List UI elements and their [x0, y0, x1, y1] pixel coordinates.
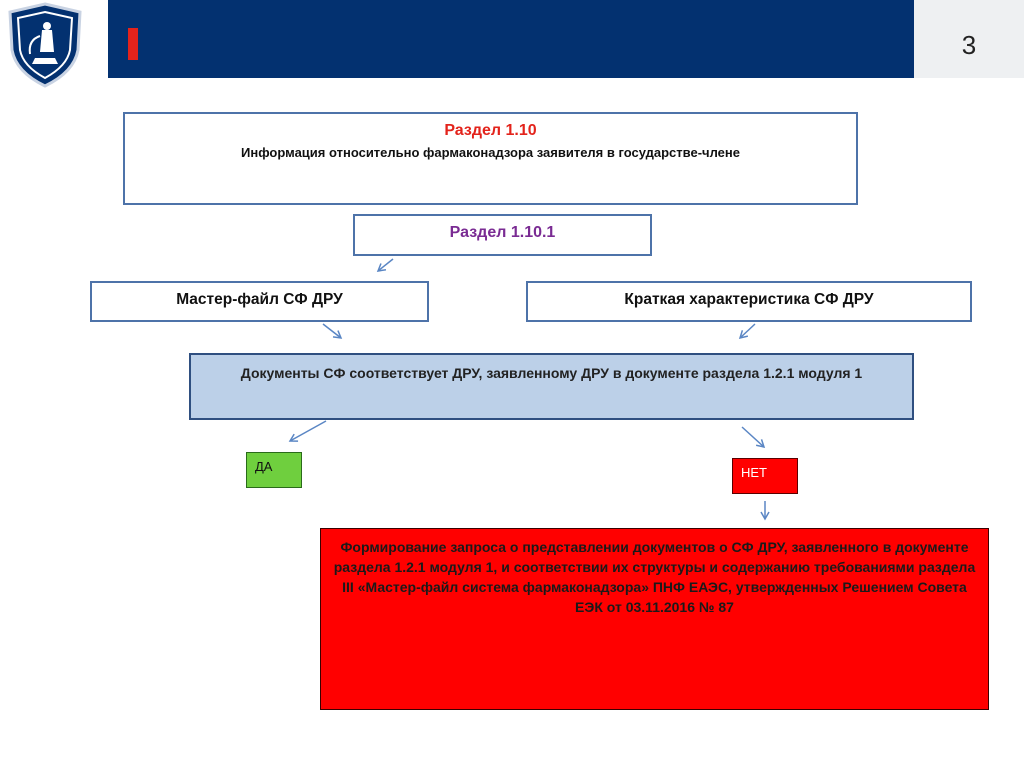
master-file-label: Мастер-файл СФ ДРУ: [176, 291, 343, 308]
arrow-master-to-docs: [323, 324, 341, 338]
documents-check-text: Документы СФ соответствует ДРУ, заявленному ДРУ в документе раздела 1.2.1 модуля 1: [240, 365, 863, 381]
request-text: Формирование запроса о представлении документов о СФ ДРУ, заявленного в документе раздела 1.2.1 модуля 1, и соответствии их структуры и содержанию требованиями раздела III «Мастер-файл система фармаконадзора» ПНФ ЕАЭС, утвержденных Решением Совета ЕЭК от 03.11.2016 № 87: [333, 539, 976, 615]
brief-characteristic-label: Краткая характеристика СФ ДРУ: [624, 291, 874, 308]
section-1-10-subtitle: Информация относительно фармаконадзора заявителя в государстве-члене: [241, 145, 740, 160]
no-label: НЕТ: [741, 465, 767, 480]
page-number: 3: [961, 30, 977, 60]
arrow-to-master-file: [378, 259, 393, 271]
section-1-10-1-title: Раздел 1.10.1: [449, 224, 556, 241]
yes-label: ДА: [255, 459, 273, 474]
arrow-docs-to-no: [742, 427, 764, 447]
section-1-10-title: Раздел 1.10: [444, 122, 537, 139]
arrow-docs-to-yes: [290, 421, 326, 441]
arrow-brief-to-docs: [740, 324, 755, 338]
